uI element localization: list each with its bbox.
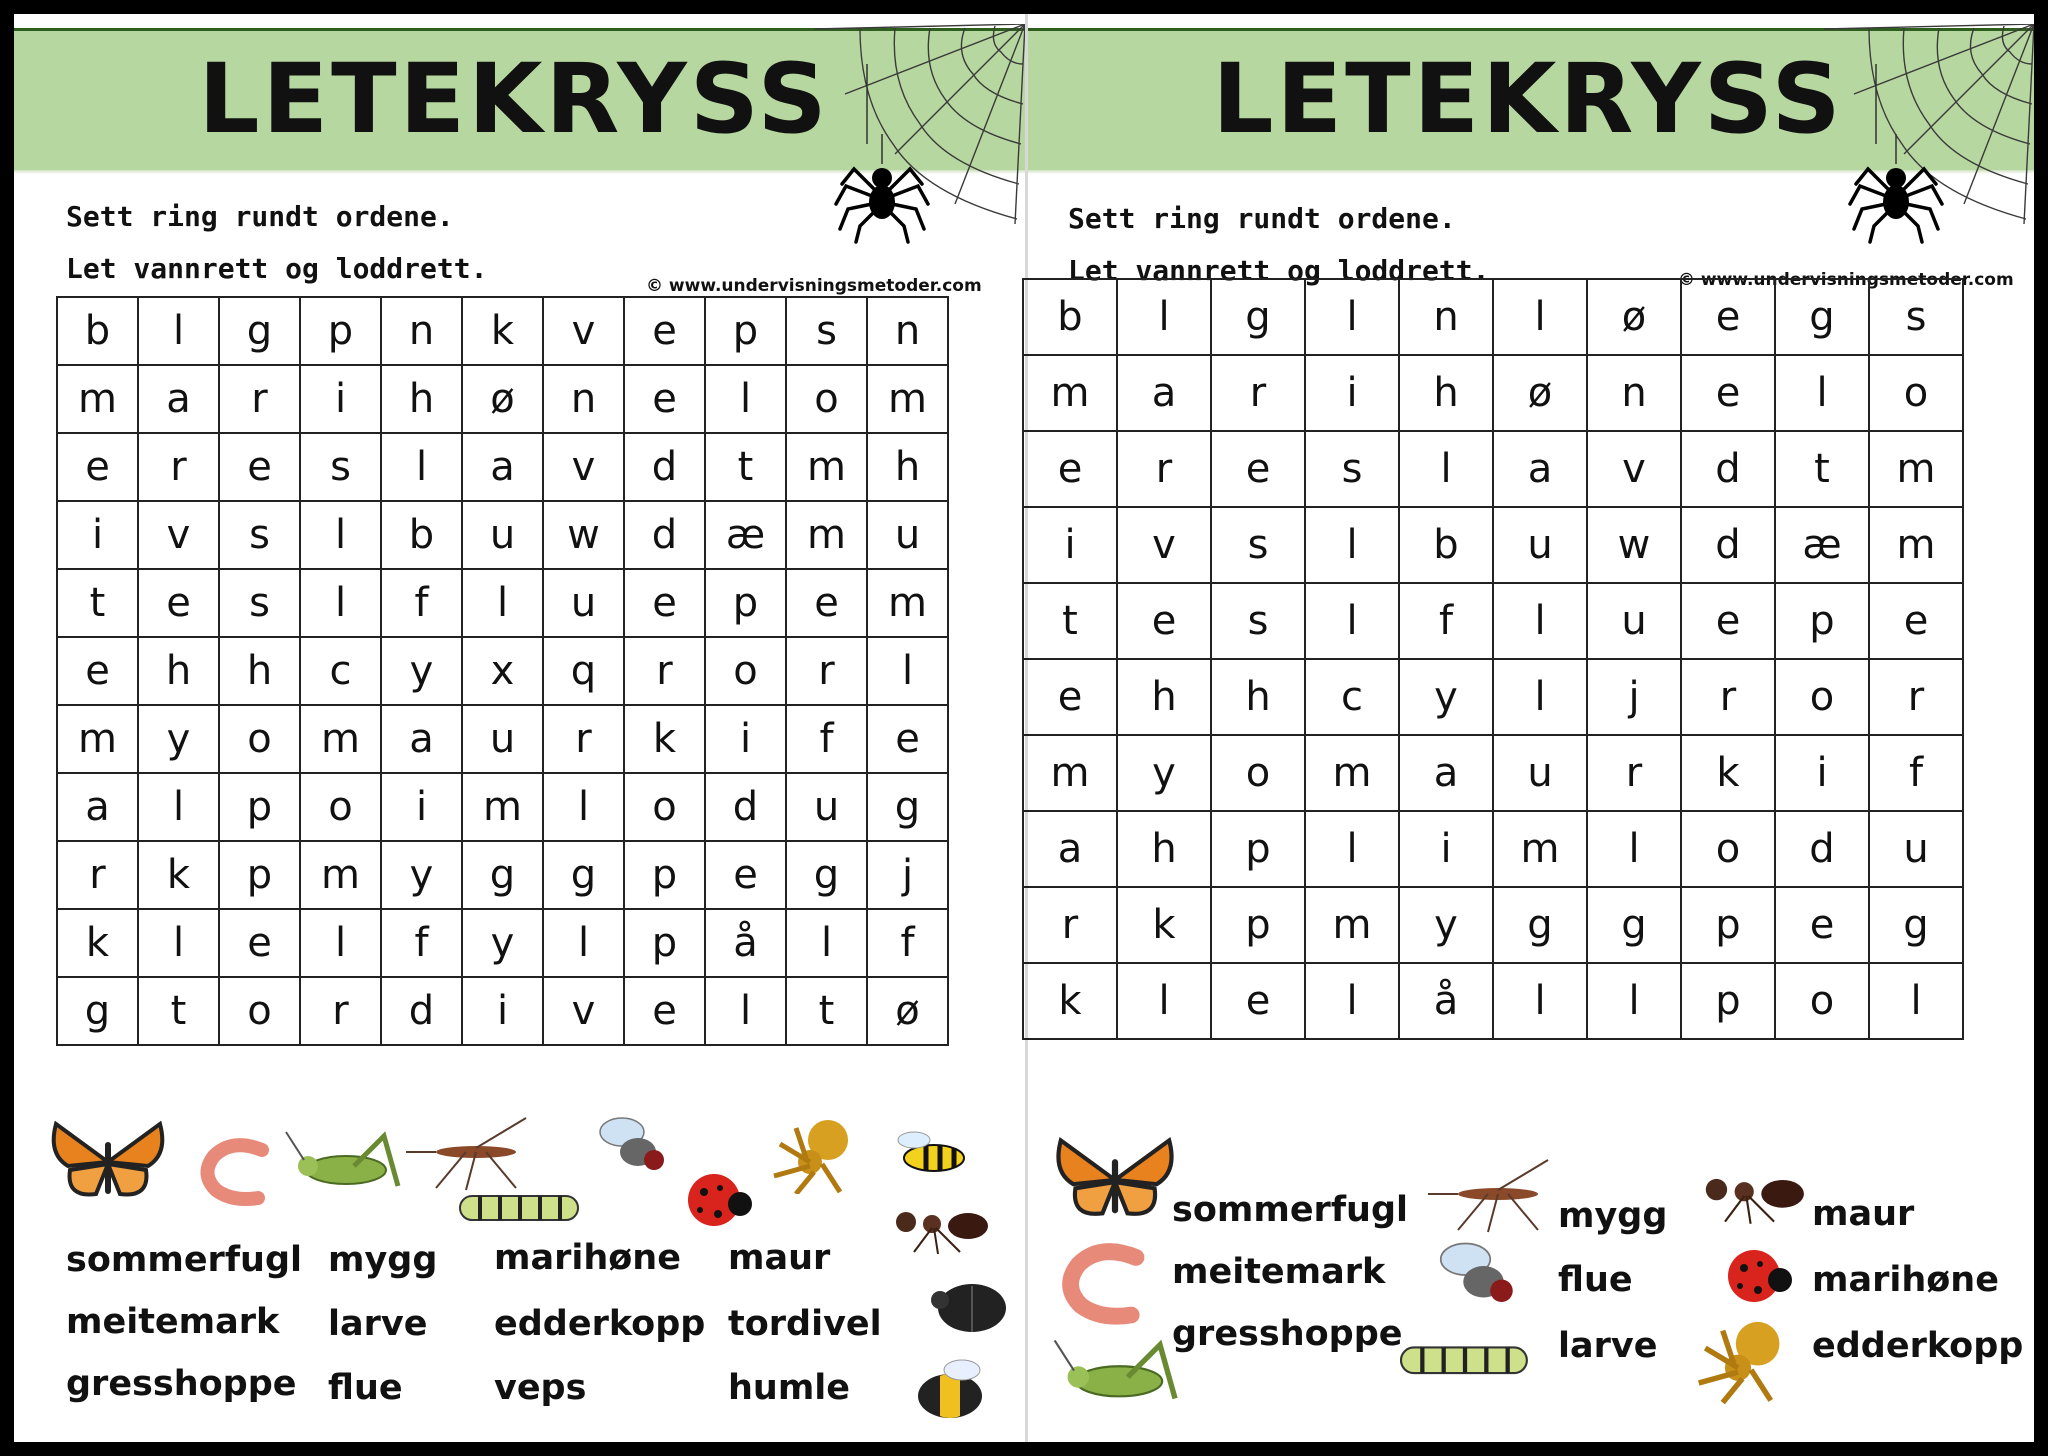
grid-cell[interactable]: h [1399, 355, 1493, 431]
grid-row [1023, 279, 1963, 355]
grid-cell[interactable]: m [1305, 887, 1399, 963]
grid-cell[interactable]: e [1211, 963, 1305, 1039]
fly-icon [1434, 1232, 1524, 1318]
word-humle: humle [728, 1368, 851, 1408]
grid-cell[interactable]: s [1869, 279, 1963, 355]
grid-cell[interactable]: m [867, 365, 948, 433]
grid-cell[interactable]: e [219, 433, 300, 501]
grid-row [1023, 659, 1963, 735]
grid-cell[interactable]: h [1211, 659, 1305, 735]
grid-cell[interactable]: h [381, 365, 462, 433]
grid-cell[interactable]: n [867, 297, 948, 365]
grid-cell[interactable]: r [219, 365, 300, 433]
grid-cell[interactable]: o [1211, 735, 1305, 811]
word-marihone: marihøne [494, 1238, 681, 1278]
word-meitemark: meitemark [1172, 1252, 1386, 1292]
grid-cell[interactable]: r [1869, 659, 1963, 735]
grid-cell[interactable]: l [1117, 963, 1211, 1039]
grid-cell[interactable]: t [786, 977, 867, 1045]
grid-cell[interactable]: l [1869, 963, 1963, 1039]
grid-cell[interactable]: g [543, 841, 624, 909]
grid-cell[interactable]: j [1587, 659, 1681, 735]
grid-cell[interactable]: æ [705, 501, 786, 569]
grid-cell[interactable]: u [462, 501, 543, 569]
grid-row [1023, 431, 1963, 507]
grid-cell[interactable]: g [867, 773, 948, 841]
grid-cell[interactable]: i [300, 365, 381, 433]
grid-cell[interactable]: y [1399, 659, 1493, 735]
word-edderkopp: edderkopp [494, 1304, 706, 1344]
grid-cell[interactable]: e [624, 569, 705, 637]
page-title: LETEKRYSS [1212, 43, 1844, 155]
word-maur: maur [728, 1238, 831, 1278]
grid-row [57, 977, 948, 1045]
grid-cell[interactable]: i [381, 773, 462, 841]
grid-cell[interactable]: a [1117, 355, 1211, 431]
grid-cell[interactable]: l [300, 909, 381, 977]
grid-cell[interactable]: c [300, 637, 381, 705]
grid-cell[interactable]: s [1211, 507, 1305, 583]
grid-cell[interactable]: c [1305, 659, 1399, 735]
grid-row [57, 433, 948, 501]
grid-cell[interactable]: ø [1493, 355, 1587, 431]
instruction-line-2: Let vannrett og loddrett. [66, 252, 488, 285]
grid-cell[interactable]: o [705, 637, 786, 705]
caterpillar-icon [1390, 1324, 1540, 1388]
grid-cell[interactable]: i [57, 501, 138, 569]
grid-cell[interactable]: b [57, 297, 138, 365]
grid-cell[interactable]: l [381, 433, 462, 501]
grid-cell[interactable]: l [1493, 583, 1587, 659]
grid-cell[interactable]: v [1587, 431, 1681, 507]
grid-cell[interactable]: g [57, 977, 138, 1045]
grid-cell[interactable]: p [624, 909, 705, 977]
wasp-icon [884, 1118, 974, 1198]
bumblebee-icon [900, 1352, 1000, 1432]
grid-row [1023, 887, 1963, 963]
grid-cell[interactable]: e [1117, 583, 1211, 659]
grid-row [57, 365, 948, 433]
grid-cell[interactable]: n [1587, 355, 1681, 431]
grid-row [1023, 963, 1963, 1039]
grid-cell[interactable]: e [786, 569, 867, 637]
grid-cell[interactable]: l [1493, 963, 1587, 1039]
grid-cell[interactable]: å [705, 909, 786, 977]
grid-cell[interactable]: e [1869, 583, 1963, 659]
grid-cell[interactable]: m [1023, 735, 1117, 811]
grid-cell[interactable]: u [1493, 507, 1587, 583]
spider-icon [834, 134, 944, 244]
grid-cell[interactable]: t [57, 569, 138, 637]
grid-cell[interactable]: p [219, 773, 300, 841]
grid-cell[interactable]: m [1493, 811, 1587, 887]
word-gresshoppe: gresshoppe [66, 1364, 297, 1404]
grid-cell[interactable]: r [624, 637, 705, 705]
grid-cell[interactable]: p [1775, 583, 1869, 659]
grid-cell[interactable]: o [1681, 811, 1775, 887]
grid-cell[interactable]: l [1305, 507, 1399, 583]
grid-cell[interactable]: m [300, 705, 381, 773]
grid-cell[interactable]: l [705, 365, 786, 433]
grid-cell[interactable]: v [138, 501, 219, 569]
grid-cell[interactable]: ø [867, 977, 948, 1045]
grid-cell[interactable]: p [1681, 963, 1775, 1039]
grasshopper-icon [284, 1126, 404, 1206]
grid-cell[interactable]: g [1493, 887, 1587, 963]
grid-row [57, 297, 948, 365]
grid-cell[interactable]: l [786, 909, 867, 977]
grid-cell[interactable]: i [1399, 811, 1493, 887]
word-search-grid [56, 296, 949, 1046]
grid-cell[interactable]: l [1117, 279, 1211, 355]
grid-cell[interactable]: l [1775, 355, 1869, 431]
grid-cell[interactable]: e [624, 977, 705, 1045]
grid-cell[interactable]: b [1399, 507, 1493, 583]
grid-row [1023, 507, 1963, 583]
grid-cell[interactable]: o [786, 365, 867, 433]
grid-cell[interactable]: l [138, 909, 219, 977]
grid-cell[interactable]: s [786, 297, 867, 365]
grid-cell[interactable]: m [57, 705, 138, 773]
grid-cell[interactable]: w [1587, 507, 1681, 583]
grid-row [57, 569, 948, 637]
grid-cell[interactable]: l [300, 501, 381, 569]
grid-cell[interactable]: å [1399, 963, 1493, 1039]
grid-cell[interactable]: u [462, 705, 543, 773]
grid-cell[interactable]: r [300, 977, 381, 1045]
grid-cell[interactable]: e [624, 365, 705, 433]
copyright-text: © www.undervisningsmetoder.com [646, 276, 982, 296]
grid-cell[interactable]: q [543, 637, 624, 705]
butterfly-icon [1050, 1130, 1180, 1230]
grid-cell[interactable]: p [1681, 887, 1775, 963]
grid-cell[interactable]: u [1587, 583, 1681, 659]
grid-cell[interactable]: v [1117, 507, 1211, 583]
grid-cell[interactable]: v [543, 297, 624, 365]
grid-row [57, 773, 948, 841]
grid-cell[interactable]: y [138, 705, 219, 773]
grid-cell[interactable]: i [705, 705, 786, 773]
grid-cell[interactable]: p [1211, 811, 1305, 887]
grid-cell[interactable]: y [462, 909, 543, 977]
grid-cell[interactable]: ø [1587, 279, 1681, 355]
grid-cell[interactable]: m [867, 569, 948, 637]
word-veps: veps [494, 1368, 587, 1408]
grid-cell[interactable]: l [1493, 279, 1587, 355]
grid-cell[interactable]: g [1587, 887, 1681, 963]
grid-cell[interactable]: g [1775, 279, 1869, 355]
grid-cell[interactable]: u [543, 569, 624, 637]
grid-cell[interactable]: p [219, 841, 300, 909]
grid-cell[interactable]: g [219, 297, 300, 365]
grid-cell[interactable]: d [624, 433, 705, 501]
grid-cell[interactable]: a [1399, 735, 1493, 811]
grid-cell[interactable]: m [786, 501, 867, 569]
grid-row [57, 501, 948, 569]
grid-cell[interactable]: y [381, 637, 462, 705]
grid-row [57, 841, 948, 909]
grid-cell[interactable]: y [381, 841, 462, 909]
grid-cell[interactable]: r [57, 841, 138, 909]
grid-cell[interactable]: g [1211, 279, 1305, 355]
grid-cell[interactable]: t [1775, 431, 1869, 507]
grid-cell[interactable]: l [1305, 279, 1399, 355]
grid-cell[interactable]: l [1305, 963, 1399, 1039]
grid-cell[interactable]: r [138, 433, 219, 501]
grid-cell[interactable]: x [462, 637, 543, 705]
spider-icon [1690, 1314, 1810, 1404]
grid-cell[interactable]: e [1681, 583, 1775, 659]
ladybug-icon [1720, 1240, 1800, 1310]
fly-icon [594, 1108, 674, 1184]
grid-cell[interactable]: k [462, 297, 543, 365]
worm-icon [192, 1138, 272, 1208]
worm-icon [1052, 1240, 1148, 1330]
grid-cell[interactable]: f [1399, 583, 1493, 659]
grid-cell[interactable]: g [462, 841, 543, 909]
word-sommerfugl: sommerfugl [66, 1240, 303, 1280]
instruction-line-1: Sett ring rundt ordene. [66, 200, 454, 233]
grid-cell[interactable]: e [57, 433, 138, 501]
grid-cell[interactable]: i [1305, 355, 1399, 431]
grid-row [57, 909, 948, 977]
word-larve: larve [328, 1304, 428, 1344]
grid-cell[interactable]: k [624, 705, 705, 773]
instruction-line-1: Sett ring rundt ordene. [1068, 202, 1456, 235]
grid-cell[interactable]: e [705, 841, 786, 909]
grasshopper-icon [1052, 1334, 1182, 1420]
grid-cell[interactable]: f [381, 569, 462, 637]
word-flue: flue [1558, 1260, 1633, 1300]
grid-cell[interactable]: p [624, 841, 705, 909]
grid-cell[interactable]: l [300, 569, 381, 637]
grid-cell[interactable]: m [1305, 735, 1399, 811]
grid-cell[interactable]: f [381, 909, 462, 977]
grid-row [1023, 355, 1963, 431]
grid-cell[interactable]: e [1681, 279, 1775, 355]
grid-cell[interactable]: a [1493, 431, 1587, 507]
grid-cell[interactable]: k [138, 841, 219, 909]
grid-cell[interactable]: o [1775, 963, 1869, 1039]
grid-cell[interactable]: e [1681, 355, 1775, 431]
grid-cell[interactable]: l [1493, 659, 1587, 735]
grid-cell[interactable]: o [219, 977, 300, 1045]
grid-cell[interactable]: l [1399, 431, 1493, 507]
worksheet-left [14, 14, 1025, 1442]
grid-cell[interactable]: h [1117, 659, 1211, 735]
grid-cell[interactable]: d [1681, 431, 1775, 507]
grid-cell[interactable]: g [786, 841, 867, 909]
word-flue: flue [328, 1368, 403, 1408]
grid-cell[interactable]: l [138, 297, 219, 365]
grid-cell[interactable]: r [1211, 355, 1305, 431]
grid-cell[interactable]: m [462, 773, 543, 841]
word-mygg: mygg [1558, 1196, 1668, 1236]
grid-cell[interactable]: k [57, 909, 138, 977]
word-marihone: marihøne [1812, 1260, 1999, 1300]
grid-cell[interactable]: e [138, 569, 219, 637]
grid-cell[interactable]: t [138, 977, 219, 1045]
grid-cell[interactable]: d [705, 773, 786, 841]
grid-cell[interactable]: h [1117, 811, 1211, 887]
grid-cell[interactable]: e [1211, 431, 1305, 507]
grid-cell[interactable]: o [219, 705, 300, 773]
grid-cell[interactable]: l [462, 569, 543, 637]
grid-cell[interactable]: a [138, 365, 219, 433]
grid-cell[interactable]: u [1493, 735, 1587, 811]
word-maur: maur [1812, 1194, 1915, 1234]
ant-icon [884, 1198, 1004, 1258]
grid-cell[interactable]: e [57, 637, 138, 705]
grid-cell[interactable]: e [1023, 659, 1117, 735]
grid-cell[interactable]: a [57, 773, 138, 841]
grid-cell[interactable]: o [300, 773, 381, 841]
grid-cell[interactable]: l [1587, 811, 1681, 887]
grid-cell[interactable]: m [300, 841, 381, 909]
grid-cell[interactable]: l [1305, 811, 1399, 887]
grid-cell[interactable]: l [867, 637, 948, 705]
grid-cell[interactable]: l [138, 773, 219, 841]
grid-cell[interactable]: p [705, 569, 786, 637]
grid-cell[interactable]: e [867, 705, 948, 773]
mosquito-icon [1428, 1154, 1568, 1234]
grid-cell[interactable]: l [705, 977, 786, 1045]
grid-cell[interactable]: m [57, 365, 138, 433]
grid-cell[interactable]: e [1775, 887, 1869, 963]
butterfly-icon [48, 1114, 168, 1210]
grid-cell[interactable]: t [1023, 583, 1117, 659]
beetle-icon [926, 1270, 1016, 1340]
grid-cell[interactable]: u [1869, 811, 1963, 887]
copyright-text: © www.undervisningsmetoder.com [1678, 270, 2014, 290]
grid-cell[interactable]: m [786, 433, 867, 501]
grid-cell[interactable]: i [1023, 507, 1117, 583]
grid-cell[interactable]: g [1869, 887, 1963, 963]
ladybug-icon [680, 1164, 760, 1234]
grid-cell[interactable]: a [1023, 811, 1117, 887]
grid-cell[interactable]: f [786, 705, 867, 773]
grid-cell[interactable]: v [543, 977, 624, 1045]
grid-cell[interactable]: y [1117, 735, 1211, 811]
grid-row [57, 705, 948, 773]
grid-cell[interactable]: r [1117, 431, 1211, 507]
grid-cell[interactable]: h [219, 637, 300, 705]
grid-cell[interactable]: f [867, 909, 948, 977]
grid-cell[interactable]: l [543, 909, 624, 977]
grid-cell[interactable]: r [1681, 659, 1775, 735]
grid-cell[interactable]: t [705, 433, 786, 501]
grid-cell[interactable]: n [543, 365, 624, 433]
grid-cell[interactable]: r [1023, 887, 1117, 963]
grid-cell[interactable]: r [543, 705, 624, 773]
grid-cell[interactable]: a [462, 433, 543, 501]
grid-cell[interactable]: v [543, 433, 624, 501]
grid-cell[interactable]: o [1775, 659, 1869, 735]
grid-cell[interactable]: o [624, 773, 705, 841]
grid-cell[interactable]: y [1399, 887, 1493, 963]
grid-cell[interactable]: i [1775, 735, 1869, 811]
grid-cell[interactable]: m [1023, 355, 1117, 431]
word-tordivel: tordivel [728, 1304, 882, 1344]
grid-cell[interactable]: k [1117, 887, 1211, 963]
grid-cell[interactable]: w [543, 501, 624, 569]
grid-cell[interactable]: u [867, 501, 948, 569]
grid-cell[interactable]: p [1211, 887, 1305, 963]
word-larve: larve [1558, 1326, 1658, 1366]
grid-cell[interactable]: n [1399, 279, 1493, 355]
grid-row [1023, 583, 1963, 659]
grid-cell[interactable]: d [381, 977, 462, 1045]
grid-row [1023, 735, 1963, 811]
grid-cell[interactable]: d [1681, 507, 1775, 583]
grid-cell[interactable]: n [381, 297, 462, 365]
grid-cell[interactable]: l [543, 773, 624, 841]
grid-cell[interactable]: h [138, 637, 219, 705]
grid-cell[interactable]: k [1023, 963, 1117, 1039]
grid-cell[interactable]: i [462, 977, 543, 1045]
grid-cell[interactable]: m [1869, 431, 1963, 507]
grid-cell[interactable]: h [867, 433, 948, 501]
grid-row [57, 637, 948, 705]
grid-cell[interactable]: d [624, 501, 705, 569]
grid-cell[interactable]: e [219, 909, 300, 977]
grid-cell[interactable]: e [624, 297, 705, 365]
grid-cell[interactable]: u [786, 773, 867, 841]
word-gresshoppe: gresshoppe [1172, 1314, 1403, 1354]
word-edderkopp: edderkopp [1812, 1326, 2024, 1366]
grid-cell[interactable]: s [1305, 431, 1399, 507]
caterpillar-icon [450, 1174, 590, 1234]
word-sommerfugl: sommerfugl [1172, 1190, 1409, 1230]
grid-cell[interactable]: s [219, 569, 300, 637]
grid-row [1023, 811, 1963, 887]
grid-cell[interactable]: k [1681, 735, 1775, 811]
grid-cell[interactable]: s [300, 433, 381, 501]
grid-cell[interactable]: r [786, 637, 867, 705]
grid-cell[interactable]: s [1211, 583, 1305, 659]
word-search-grid [1022, 278, 1964, 1040]
ant-icon [1692, 1164, 1822, 1228]
grid-cell[interactable]: s [219, 501, 300, 569]
grid-cell[interactable]: p [705, 297, 786, 365]
grid-cell[interactable]: ø [462, 365, 543, 433]
grid-cell[interactable]: b [381, 501, 462, 569]
grid-cell[interactable]: æ [1775, 507, 1869, 583]
instruction-line-2: Let vannrett og loddrett. [1068, 254, 1490, 287]
grid-cell[interactable]: d [1775, 811, 1869, 887]
grid-cell[interactable]: l [1587, 963, 1681, 1039]
grid-cell[interactable]: b [1023, 279, 1117, 355]
grid-cell[interactable]: j [867, 841, 948, 909]
word-meitemark: meitemark [66, 1302, 280, 1342]
grid-cell[interactable]: p [300, 297, 381, 365]
grid-cell[interactable]: a [381, 705, 462, 773]
grid-cell[interactable]: e [1023, 431, 1117, 507]
word-mygg: mygg [328, 1240, 438, 1280]
page-title: LETEKRYSS [198, 43, 830, 155]
grid-cell[interactable]: o [1869, 355, 1963, 431]
grid-cell[interactable]: l [1305, 583, 1399, 659]
grid-cell[interactable]: r [1587, 735, 1681, 811]
grid-cell[interactable]: f [1869, 735, 1963, 811]
spider-icon [1848, 134, 1958, 244]
spider-icon [766, 1114, 876, 1194]
grid-cell[interactable]: m [1869, 507, 1963, 583]
